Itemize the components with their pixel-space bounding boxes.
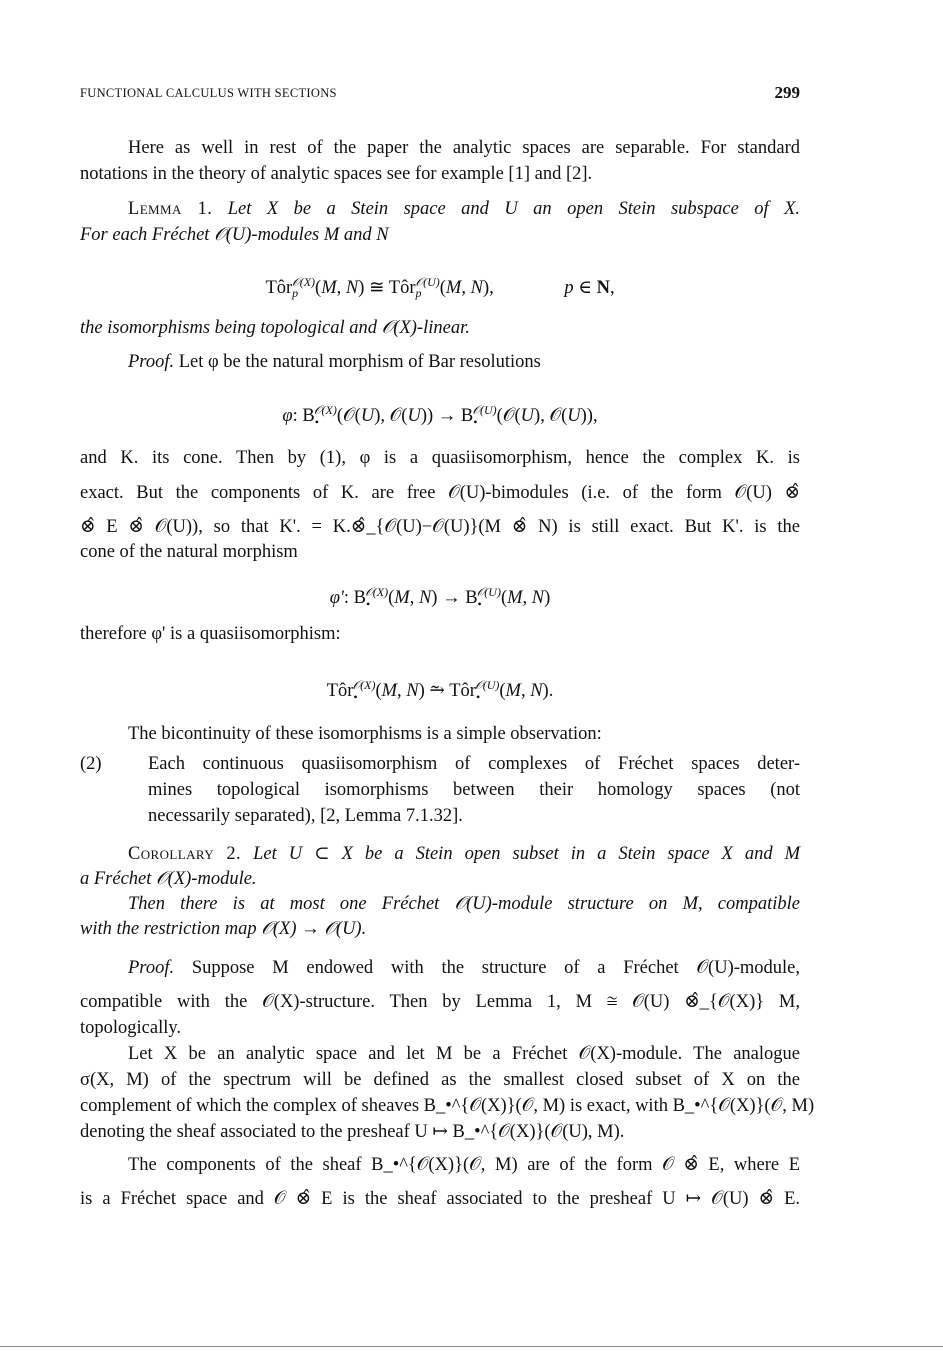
text-line: notations in the theory of analytic spaces see for example [1] and [2]. [80, 164, 593, 184]
text-line: therefore φ' is a quasiisomorphism: [80, 624, 341, 644]
running-header [80, 83, 800, 106]
text-line: Here as well in rest of the paper the analytic spaces are separable. For standard [128, 138, 800, 158]
proof-label: Proof. [128, 352, 175, 372]
proof-text: Suppose M endowed with the structure of a Fréchet 𝒪(U)-module, [191, 958, 801, 978]
corollary-statement: a Fréchet 𝒪(X)-module. [80, 869, 257, 889]
lemma-statement-cont: For each Fréchet 𝒪(U)-modules M and N [80, 225, 389, 245]
text-line: is a Fréchet space and 𝒪 ⊗̂ E is the sheaf associated to the presheaf U ↦ 𝒪(U) ⊗̂ E. [80, 1189, 800, 1209]
running-title: FUNCTIONAL CALCULUS WITH SECTIONS [80, 86, 337, 100]
page-bottom-edge [0, 1346, 943, 1347]
text-line: ⊗̂ E ⊗̂ 𝒪(U)), so that K'. = K.⊗̂_{𝒪(U)−𝒪(U)}(M ⊗̂ N) is still exact. But K'. is the [80, 517, 800, 537]
text-line: and K. its cone. Then by (1), φ is a quasiisomorphism, hence the complex K. is [80, 448, 800, 468]
equation-lhs: Tôr$_p^{𝒪(X)}$(M, N) ≅ Tôr$_p^{𝒪(U)}$(M, N), [265, 275, 494, 301]
item-line: mines topological isomorphisms between their homology spaces (not [148, 780, 800, 800]
lemma-heading-line [128, 197, 800, 221]
display-equation: φ': $B_•^{𝒪(X)}(M$, $N) \to B_•^{𝒪(U)}(M$, N) [329, 585, 551, 611]
text-line: The bicontinuity of these isomorphisms is a simple observation: [128, 724, 602, 744]
text-line: cone of the natural morphism [80, 542, 298, 562]
display-equation [80, 270, 800, 305]
proof-line [128, 956, 800, 980]
text-line: compatible with the 𝒪(X)-structure. Then by Lemma 1, M ≅ 𝒪(U) ⊗̂_{𝒪(X)} M, [80, 992, 800, 1012]
display-equation: φ: $B_•^{𝒪(X)}(𝒪(U)$, 𝒪(U)) → $B_•^{𝒪(U)}(𝒪(U)$, 𝒪(U)), [282, 403, 598, 429]
proof-label: Proof. [128, 958, 175, 978]
proof-line [128, 350, 800, 374]
text-line: topologically. [80, 1018, 182, 1038]
corollary-statement: Let U ⊂ X be a Stein open subset in a Stein space X and M [253, 844, 800, 864]
corollary-heading-line [128, 842, 800, 866]
item-line: Each continuous quasiisomorphism of complexes of Fréchet spaces deter- [148, 754, 800, 774]
equation-condition: p ∈ N, [564, 278, 615, 299]
lemma-label: Lemma 1. [128, 199, 213, 219]
item-number: (2) [80, 754, 102, 774]
lemma-statement-end: the isomorphisms being topological and 𝒪(X)-linear. [80, 318, 470, 338]
corollary-label: Corollary 2. [128, 844, 242, 864]
display-equation: Tôr$_•^{𝒪(X)}$(M, N) ⥲ Tôr$_•^{𝒪(U)}$(M, N). [326, 678, 554, 704]
page-number: 299 [774, 83, 800, 102]
text-line: σ(X, M) of the spectrum will be defined as the smallest closed subset of X on the [80, 1070, 800, 1090]
text-line: complement of which the complex of sheaves B_•^{𝒪(X)}(𝒪, M) is exact, with B_•^{𝒪(X)}(𝒪, M) [80, 1096, 815, 1116]
item-line: necessarily separated), [2, Lemma 7.1.32]. [148, 806, 463, 826]
lemma-statement: Let X be a Stein space and U an open Stein subspace of X. [227, 199, 801, 219]
proof-text: Let φ be the natural morphism of Bar resolutions [178, 352, 541, 372]
corollary-statement: with the restriction map 𝒪(X) → 𝒪(U). [80, 919, 367, 939]
corollary-statement: Then there is at most one Fréchet 𝒪(U)-module structure on M, compatible [128, 894, 800, 914]
text-line: The components of the sheaf B_•^{𝒪(X)}(𝒪, M) are of the form 𝒪 ⊗̂ E, where E [128, 1155, 800, 1175]
text-line: denoting the sheaf associated to the presheaf U ↦ B_•^{𝒪(X)}(𝒪(U), M). [80, 1122, 625, 1142]
text-line: exact. But the components of K. are free 𝒪(U)-bimodules (i.e. of the form 𝒪(U) ⊗̂ [80, 483, 800, 503]
text-line: Let X be an analytic space and let M be a Fréchet 𝒪(X)-module. The analogue [128, 1044, 800, 1064]
